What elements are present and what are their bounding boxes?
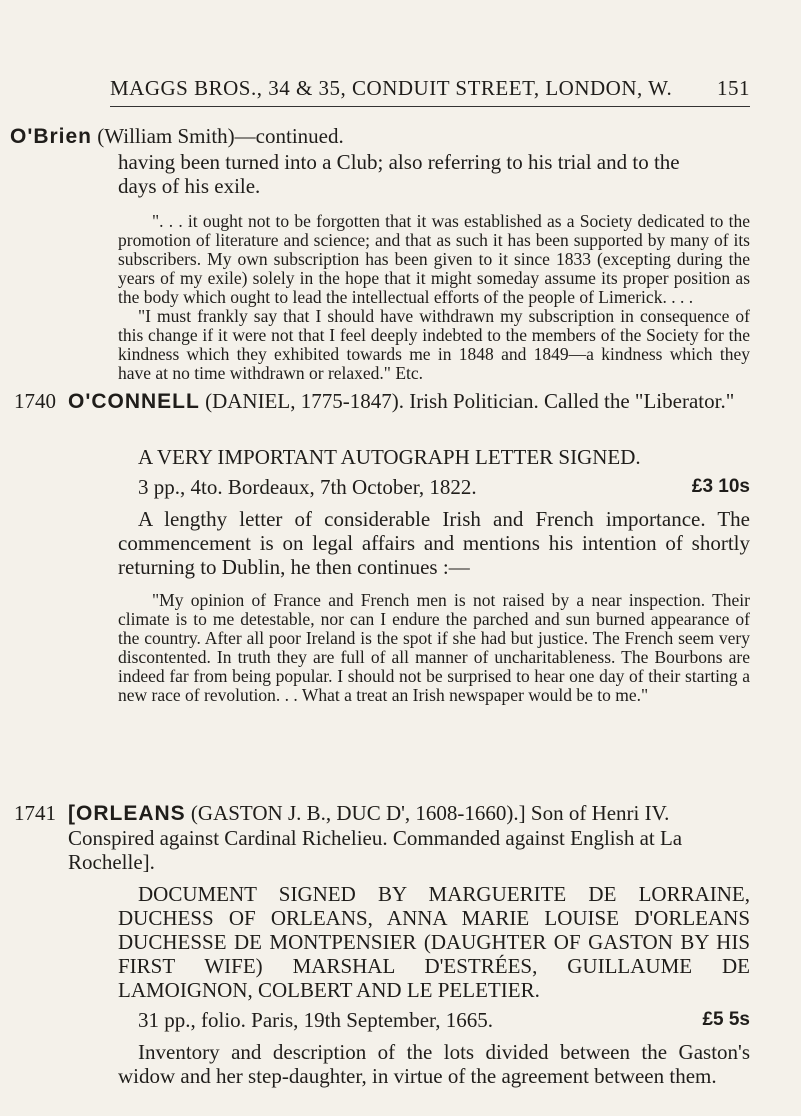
entry-1741-body [118, 882, 750, 1088]
item-description: A lengthy letter of considerable Irish and French importance. The commencement is on legal affairs and mentions his intention of shortly returning to Dublin, he then continues :— [118, 507, 750, 579]
entry-1741 [68, 801, 750, 874]
entry-name: O'Brien [10, 125, 93, 148]
item-details [118, 1008, 750, 1032]
body-line: having been turned into a Club; also referring to his trial and to the [118, 150, 680, 174]
entry-heading [10, 124, 750, 149]
entry-continued [10, 124, 750, 149]
item-title: A VERY IMPORTANT AUTOGRAPH LETTER SIGNED. [138, 445, 641, 469]
item-details-text: 31 pp., folio. Paris, 19th September, 1665. [138, 1008, 493, 1032]
entry-number: 1740 [14, 389, 56, 413]
quote-paragraph: ". . . it ought not to be forgotten that it was established as a Society dedicated to the promotion of literature and science; and that as such it has been supported by many of its subscribers. My own subscription has been given to it since 1833 (excepting during the years of my exile) solely in the hope that it might someday assume its proper position as the body which ought to lead the intellectual efforts of the people of Limerick. . . . [118, 211, 750, 307]
entry-heading-rest: (DANIEL, 1775-1847). Irish Politician. Called the "Liberator." [199, 389, 735, 413]
item-quote: "My opinion of France and French men is not raised by a near inspection. Their climate is to me detestable, nor can I endure the parched and sun burned appearance of the country. After all poor Ireland is the spot if she had but justice. The French seem very discontented. In truth they are full of all manner of uncharitableness. The Bourbons are indeed far from being popular. I should not be surprised to hear one day of their starting a new race of revolution. . . What a treat an Irish newspaper would be to me." [118, 590, 750, 705]
quote-paragraph: "I must frankly say that I should have withdrawn my subscription in consequence of this change if it were not that I feel deeply indebted to the members of the Society for the kindness which they exhibited towards me in 1848 and 1849—a kindness which they have at no time withdrawn or relaxed." Etc. [118, 306, 750, 383]
entry-heading-rest: (GASTON J. B., DUC D', 1608-1660).] Son of Henri IV. Conspired against Cardinal Richelieu. Commanded against English at La Rochelle]. [68, 801, 683, 874]
entry-1740-body [118, 445, 750, 705]
item-details-text: 3 pp., 4to. Bordeaux, 7th October, 1822. [138, 475, 477, 499]
entry-heading-rest: (William Smith)—continued. [92, 124, 344, 148]
page-number: 151 [717, 76, 750, 100]
entry-1740 [68, 389, 750, 414]
entry-continued-body [118, 150, 750, 383]
entry-heading [68, 801, 750, 874]
entry-name: [ORLEANS [68, 802, 186, 825]
entry-number: 1741 [14, 801, 56, 825]
entry-name: O'CONNELL [68, 390, 200, 413]
header-text: MAGGS BROS., 34 & 35, CONDUIT STREET, LONDON, W. [110, 76, 673, 100]
header-rule [110, 106, 750, 107]
item-price: £3 10s [691, 476, 750, 497]
item-title: DOCUMENT SIGNED BY MARGUERITE DE LORRAINE, DUCHESS OF ORLEANS, ANNA MARIE LOUISE D'ORLEANS DUCHESSE DE MONTPENSIER (DAUGHTER OF GASTON BY HIS FIRST WIFE) MARSHAL D'ESTRÉES, GUILLAUME DE LAMOIGNON, COLBERT AND LE PELETIER. [118, 882, 750, 1002]
item-description: Inventory and description of the lots divided between the Gaston's widow and her step-daughter, in virtue of the agreement between them. [118, 1040, 750, 1088]
running-header [110, 76, 750, 101]
body-line: days of his exile. [118, 174, 261, 198]
item-price: £5 5s [702, 1009, 750, 1030]
item-details [118, 475, 750, 499]
entry-heading [68, 389, 750, 414]
